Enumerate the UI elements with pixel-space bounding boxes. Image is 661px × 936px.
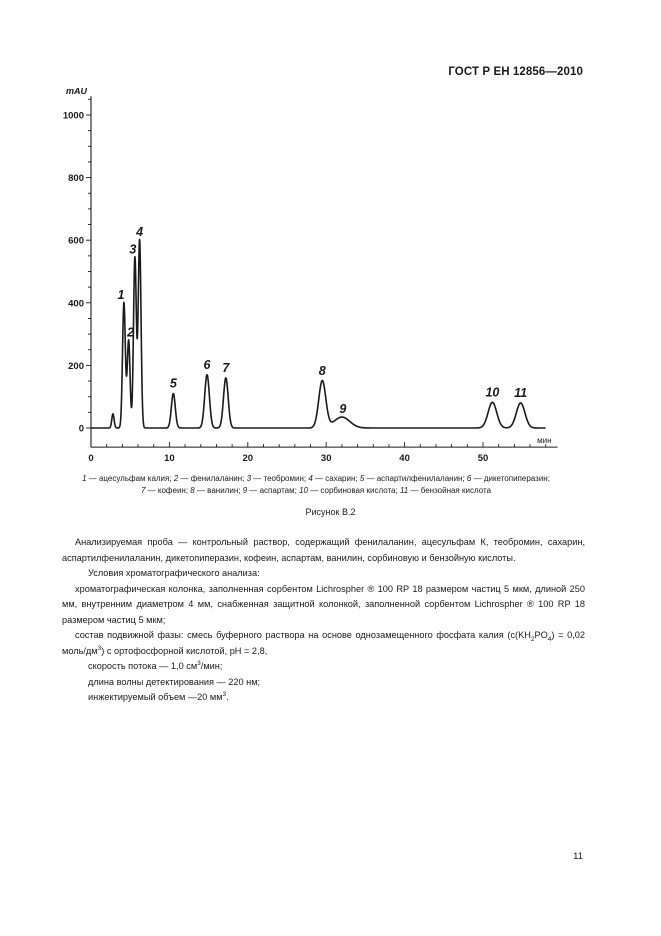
peak-label: 5 (169, 376, 177, 391)
analysis-description (62, 535, 585, 706)
legend-item (174, 474, 247, 483)
legend-item (190, 486, 242, 495)
legend-item (400, 486, 491, 495)
legend-item (467, 474, 550, 483)
legend-item-name: — кофеин; (145, 486, 191, 495)
formula-sub-4: 4 (547, 635, 552, 643)
legend-item (299, 486, 400, 495)
legend-item-number: 1 (82, 474, 87, 483)
legend-item (141, 486, 190, 495)
legend-item (82, 474, 174, 483)
mobile-phase-paragraph (62, 628, 585, 659)
legend-item-name: — теобромин; (251, 474, 309, 483)
formula-end: ) с ортофосфорной кислотой, pH = 2,8, (101, 645, 268, 656)
legend-item-name: — ванилин; (194, 486, 243, 495)
injection-volume-end: . (226, 692, 229, 702)
legend-item-number: 3 (246, 474, 252, 483)
page-number: 11 (573, 851, 583, 862)
legend-item-number: 8 (190, 486, 195, 495)
chromatogram-chart (50, 88, 570, 468)
legend-item-number: 7 (140, 486, 146, 495)
x-tick-label: 10 (164, 453, 175, 465)
flow-rate-sup: 3 (197, 659, 201, 667)
x-tick-label: 30 (320, 453, 332, 465)
legend-item-number: 10 (299, 486, 308, 495)
peak-label: 2 (127, 325, 135, 340)
injection-volume-sup: 3 (222, 690, 227, 698)
peak-label: 8 (318, 364, 326, 379)
legend-item-name: — бензойная кислота (408, 486, 492, 495)
formula-po: PO (534, 630, 548, 640)
y-tick-label: 600 (68, 235, 84, 247)
peak-label: 3 (129, 242, 137, 257)
legend-item-name: — сорбиновая кислота; (307, 486, 400, 495)
legend-item (360, 474, 467, 483)
legend-item-number: 9 (242, 486, 248, 495)
x-tick-label: 0 (88, 453, 94, 465)
mobile-phase-text: состав подвижной фазы: смесь буферного раствора на основе однозамещенного фосфата калия (75, 630, 504, 640)
peak-label: 11 (514, 385, 528, 400)
peak-label: 9 (339, 402, 347, 417)
legend-item-number: 11 (399, 486, 409, 495)
peak-label: 7 (222, 360, 230, 375)
legend-item-name: — ацесульфам калия; (86, 474, 174, 483)
peak-labels (117, 225, 527, 416)
mobile-phase-formula-open: (c(KH (507, 630, 531, 640)
injection-volume (75, 690, 585, 706)
y-tick-label: 800 (68, 173, 84, 185)
chromatogram-trace (91, 240, 546, 428)
formula-sup-3: 3 (97, 644, 102, 652)
legend-item-name: — сахарин; (312, 474, 360, 483)
conditions-title: Условия хроматографического анализа: (88, 568, 260, 578)
injection-volume-text: инжектируемый объем —20 мм (88, 692, 223, 702)
y-tick-label: 1000 (62, 110, 84, 122)
y-tick-label: 200 (68, 360, 84, 372)
x-tick-label: 40 (399, 453, 410, 465)
legend-item-name: — дикетопиперазин; (471, 474, 550, 483)
x-axis-label: мин (537, 436, 552, 446)
wavelength: длина волны детектирования — 220 нм; (88, 676, 261, 687)
legend-item-name: — фенилаланин; (178, 474, 247, 483)
column-paragraph: хроматографическая колонка, заполненная сорбентом Lichrospher ® 100 RP 18 размером частиц 5 мкм, длиной 250 мм, внутренним диаметром 4 мм, снабженная защитной колонкой, заполненной сорбентом Lichrospher ® 100 RP 18 размером частиц 5 мкм; (62, 583, 585, 625)
formula-concentration: ) = 0,02 моль/дм (62, 630, 585, 656)
legend-item-number: 2 (173, 474, 179, 483)
flow-rate (75, 659, 585, 675)
peak-label: 1 (117, 287, 125, 302)
legend-item (308, 474, 360, 483)
legend-item-number: 6 (466, 474, 472, 483)
x-tick-label: 20 (242, 453, 254, 465)
y-axis-label: mAU (65, 88, 87, 97)
peak-label: 4 (136, 225, 144, 240)
y-tick-label: 0 (78, 423, 84, 435)
legend-item-name: — аспартилфенилаланин; (364, 474, 467, 483)
x-tick-label: 50 (477, 453, 489, 465)
figure-legend (48, 473, 584, 497)
figure-caption: Рисунок В.2 (305, 507, 356, 517)
legend-item-name: — аспартам; (247, 486, 300, 495)
legend-item-number: 4 (308, 474, 313, 483)
flow-rate-unit: /мин; (200, 661, 223, 671)
peak-label: 10 (485, 385, 500, 400)
sample-paragraph: Анализируемая проба — контрольный раствор, содержащий фенилаланин, ацесульфам К, теобромин, сахарин, аспартилфенилаланин, дикетопиперазин, кофеин, аспартам, ванилин, сорбиновую и бензойную кислоты. (62, 537, 585, 563)
standard-designation: ГОСТ Р ЕН 12856—2010 (448, 66, 583, 78)
formula-sub-2: 2 (530, 635, 535, 643)
flow-rate-text: скорость потока — 1,0 см (88, 661, 198, 671)
legend-item (247, 474, 309, 483)
legend-item (243, 486, 299, 495)
peak-label: 6 (203, 357, 211, 372)
legend-item-number: 5 (359, 474, 365, 483)
y-tick-label: 400 (68, 298, 84, 310)
